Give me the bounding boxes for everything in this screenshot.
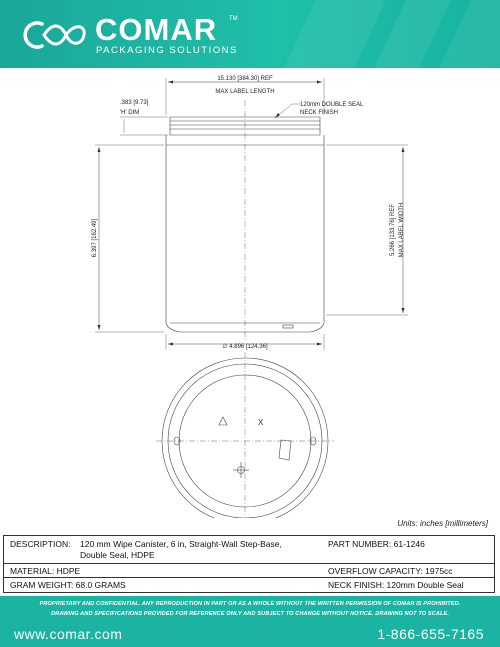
label-length-dim: 15.130 [384.30] REF — [217, 76, 273, 82]
label-width-dim: 5.266 [133.76] REF — [390, 203, 396, 257]
disclaimer-line1: PROPRIETARY AND CONFIDENTIAL. ANY REPRODUCTION IN PART OR AS A WHOLE WITHOUT THE WRITTEN PERMISSION OF COMAR IS PROHIBITED. — [39, 601, 461, 607]
recycle-icon — [219, 417, 227, 425]
description-line1: 120 mm Wipe Canister, 6 in, Straight-Wall Step-Base, — [80, 539, 282, 549]
label-length-caption: MAX LABEL LENGTH — [215, 89, 275, 95]
overflow-capacity: OVERFLOW CAPACITY: 1975cc — [328, 566, 453, 576]
spec-table — [3, 535, 495, 593]
description-line2: Double Seal, HDPE — [80, 550, 155, 560]
neck-finish: NECK FINISH: 120mm Double Seal — [328, 580, 464, 590]
description-label: DESCRIPTION: — [10, 539, 71, 549]
gram-weight: GRAM WEIGHT: 68.0 GRAMS — [10, 580, 126, 590]
phone-number[interactable]: 1-866-655-7165 — [377, 626, 484, 642]
neck-note-line2: NECK FINISH — [300, 110, 339, 116]
part-number: PART NUMBER: 61-1246 — [328, 539, 425, 549]
technical-drawing — [0, 68, 500, 518]
top-view — [156, 352, 334, 518]
height-dim: 6.397 [162.49] — [92, 218, 98, 258]
h-dim-caption: 'H' DIM — [120, 110, 140, 116]
spec-row-divider — [4, 563, 494, 564]
diameter-dim: ∅ 4.896 [124.36] — [222, 344, 268, 350]
neck-note-line1: 120mm DOUBLE SEAL — [300, 102, 364, 108]
footer-banner — [0, 596, 500, 647]
disclaimer-line2: DRAWING AND SPECIFICATIONS PROVIDED FOR REFERENCE ONLY AND SUBJECT TO CHANGE WITHOUT NOTICE. DRAWING NOT TO SCALE. — [50, 611, 449, 617]
website-link[interactable]: www.comar.com — [14, 626, 123, 642]
material: MATERIAL: HDPE — [10, 566, 81, 576]
brand-name: COMAR — [95, 12, 218, 47]
comar-logo-icon — [22, 18, 90, 52]
trademark: TM — [229, 16, 238, 22]
h-dim-value: .383 [9.73] — [120, 100, 149, 106]
label-width-caption: MAX LABEL WIDTH — [399, 202, 405, 258]
header-banner — [0, 0, 500, 68]
tagline: PACKAGING SOLUTIONS — [96, 45, 238, 56]
units-note: Units: inches [millimeters] — [397, 519, 488, 528]
top-view-mark: X — [258, 418, 264, 427]
spec-row-divider — [4, 577, 494, 578]
latch-tab — [279, 440, 291, 460]
